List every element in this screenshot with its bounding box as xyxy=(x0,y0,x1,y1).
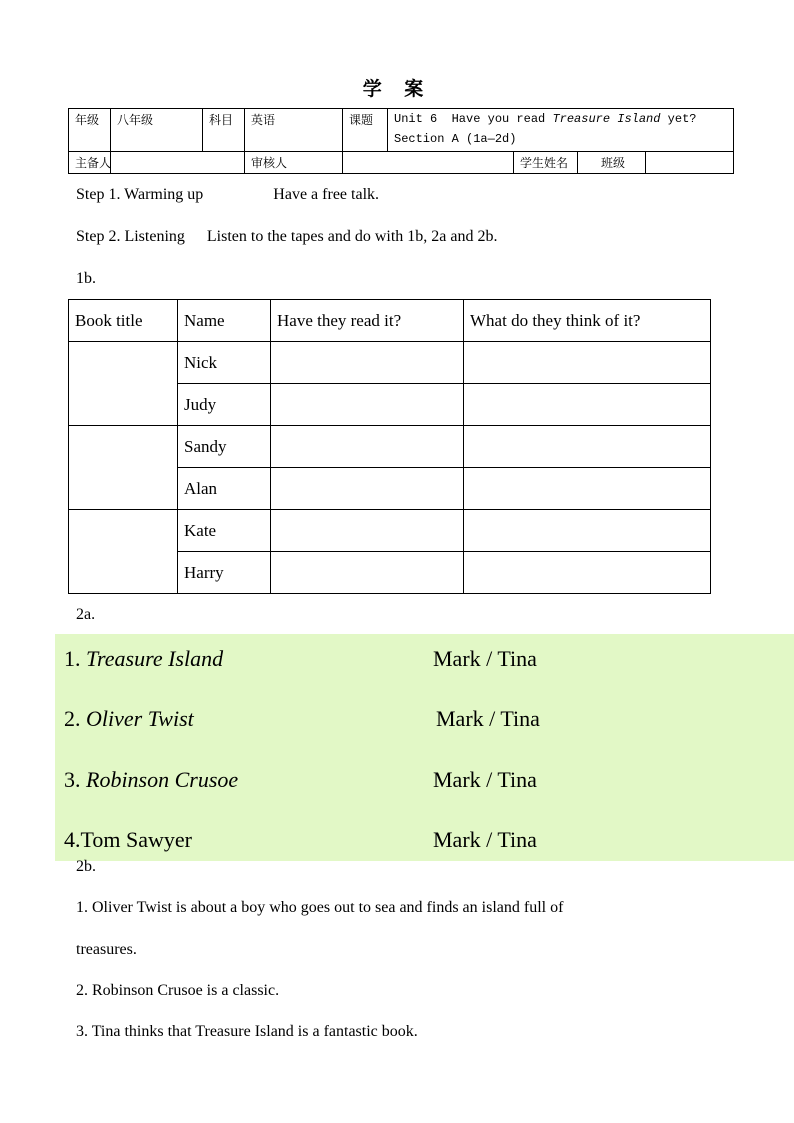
item-number: 4. xyxy=(64,827,81,852)
reviewer-label: 审核人 xyxy=(245,152,343,174)
header-table xyxy=(68,108,734,174)
choice-2a-1[interactable]: Mark / Tina xyxy=(433,646,537,671)
topic-italic: Treasure Island xyxy=(552,112,661,126)
col-opinion: What do they think of it? xyxy=(464,300,711,342)
label-2b: 2b. xyxy=(76,858,96,875)
statement-2b-2: 2. Robinson Crusoe is a classic. xyxy=(76,982,280,999)
name-cell: Nick xyxy=(178,342,271,384)
col-have-read: Have they read it? xyxy=(271,300,464,342)
statement-2b-3: 3. Tina thinks that Treasure Island is a fantastic book. xyxy=(76,1023,418,1040)
answer-cell[interactable] xyxy=(271,384,464,426)
class-label: 班级 xyxy=(578,152,646,174)
preparer-label: 主备人 xyxy=(69,152,111,174)
name-cell: Judy xyxy=(178,384,271,426)
item-number: 2. xyxy=(64,706,86,731)
step1-text: Have a free talk. xyxy=(273,186,380,203)
topic-line2: Section A (1a—2d) xyxy=(394,132,517,146)
choice-2a-3[interactable]: Mark / Tina xyxy=(433,767,537,792)
item-book: Robinson Crusoe xyxy=(86,767,239,792)
answer-cell[interactable] xyxy=(464,552,711,594)
item-book: Oliver Twist xyxy=(86,706,194,731)
answer-cell[interactable] xyxy=(271,342,464,384)
preparer-value[interactable] xyxy=(111,152,245,174)
statement-2b-1: 1. Oliver Twist is about a boy who goes out to sea and finds an island full of xyxy=(76,899,564,916)
name-cell: Sandy xyxy=(178,426,271,468)
answer-cell[interactable] xyxy=(271,510,464,552)
answer-cell[interactable] xyxy=(464,426,711,468)
col-book-title: Book title xyxy=(69,300,178,342)
class-value[interactable] xyxy=(646,152,734,174)
choice-2a-4[interactable]: Mark / Tina xyxy=(433,827,537,852)
step2-label: Step 2. Listening xyxy=(76,228,185,245)
subject-label: 科目 xyxy=(203,109,245,152)
answer-cell[interactable] xyxy=(271,552,464,594)
answer-cell[interactable] xyxy=(271,426,464,468)
answer-cell[interactable] xyxy=(464,510,711,552)
item-number: 1. xyxy=(64,646,86,671)
item-2a-2 xyxy=(64,706,194,732)
grade-label: 年级 xyxy=(69,109,111,152)
topic-label: 课题 xyxy=(343,109,388,152)
name-cell: Alan xyxy=(178,468,271,510)
item-book: Tom Sawyer xyxy=(80,827,192,852)
name-cell: Kate xyxy=(178,510,271,552)
page-title: 学 案 xyxy=(362,78,432,100)
answer-cell[interactable] xyxy=(464,468,711,510)
item-2a-4 xyxy=(64,827,192,853)
step2 xyxy=(76,228,498,246)
label-1b: 1b. xyxy=(76,270,96,287)
book-title-cell[interactable] xyxy=(69,342,178,426)
step2-text: Listen to the tapes and do with 1b, 2a and 2b. xyxy=(206,228,498,245)
item-number: 3. xyxy=(64,767,86,792)
item-2a-1 xyxy=(64,646,223,672)
topic-value xyxy=(388,109,734,152)
statement-2b-1-cont: treasures. xyxy=(76,941,137,958)
grade-value: 八年级 xyxy=(111,109,203,152)
answer-cell[interactable] xyxy=(464,384,711,426)
book-title-cell[interactable] xyxy=(69,426,178,510)
student-label: 学生姓名 xyxy=(514,152,578,174)
subject-value: 英语 xyxy=(245,109,343,152)
topic-suffix: yet? xyxy=(660,112,697,126)
answer-cell[interactable] xyxy=(271,468,464,510)
topic-prefix: Unit 6 Have you read xyxy=(394,112,553,126)
item-book: Treasure Island xyxy=(86,646,224,671)
step1 xyxy=(76,186,379,204)
reviewer-value[interactable] xyxy=(343,152,514,174)
step1-label: Step 1. Warming up xyxy=(76,186,204,203)
item-2a-3 xyxy=(64,767,238,793)
listening-table-1b xyxy=(68,299,711,594)
book-title-cell[interactable] xyxy=(69,510,178,594)
name-cell: Harry xyxy=(178,552,271,594)
label-2a: 2a. xyxy=(76,606,96,623)
col-name: Name xyxy=(178,300,271,342)
choice-2a-2[interactable]: Mark / Tina xyxy=(436,706,540,731)
answer-cell[interactable] xyxy=(464,342,711,384)
